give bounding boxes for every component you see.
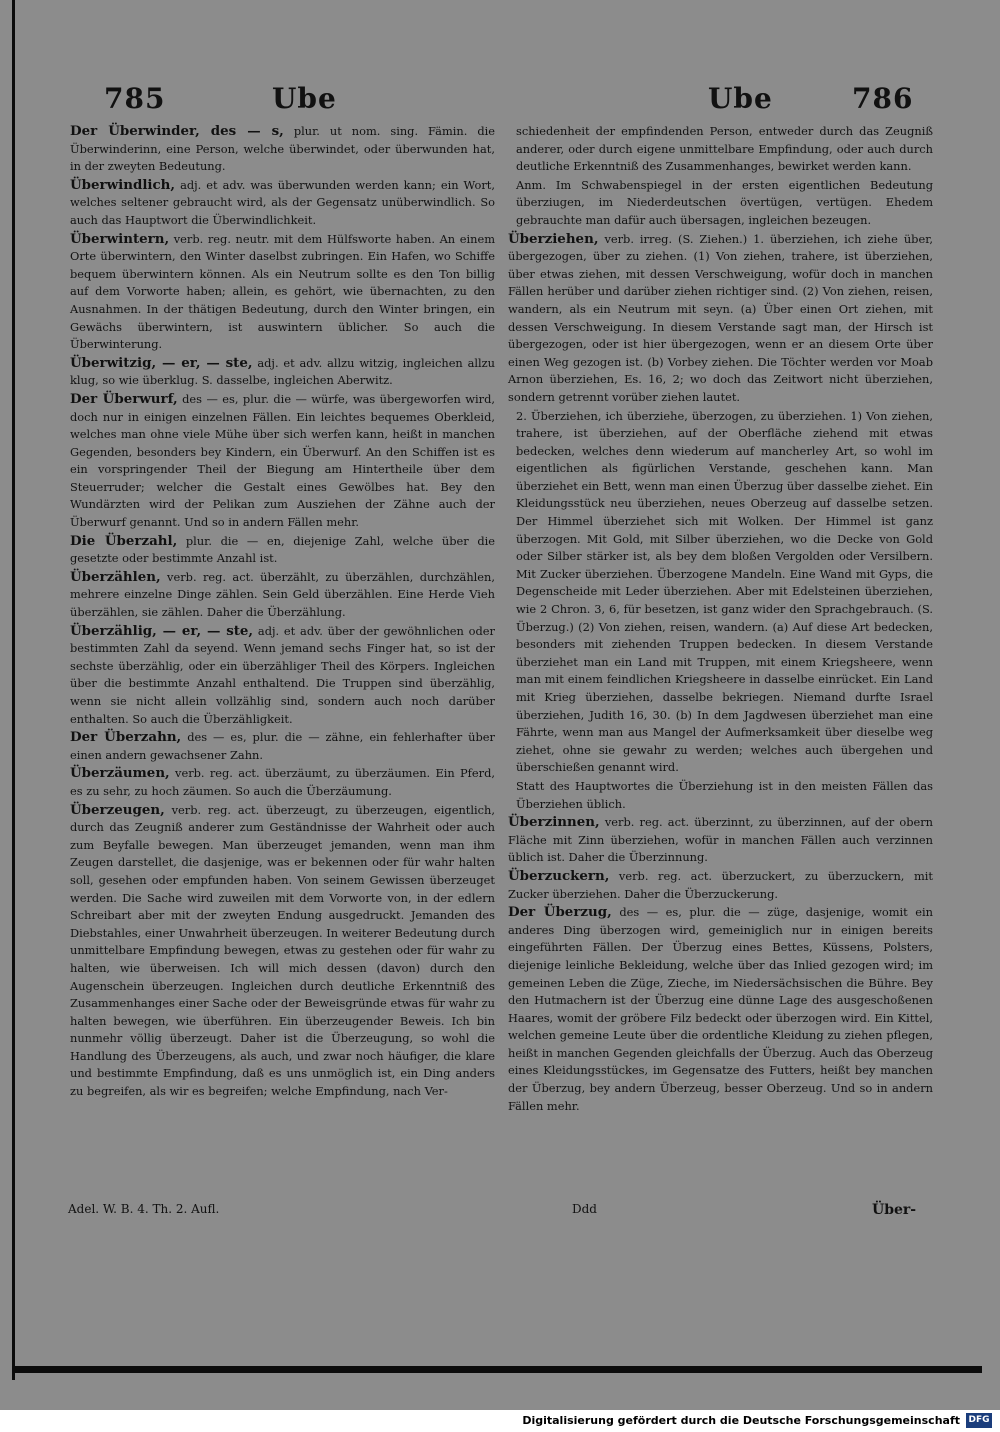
entry-headword: Der Überwinder, des — s, bbox=[70, 123, 284, 139]
dictionary-entry bbox=[508, 177, 933, 230]
signature-mark: Ddd bbox=[572, 1202, 597, 1216]
catchword: Über- bbox=[872, 1202, 917, 1218]
digitization-note: Digitalisierung gefördert durch die Deutsche Forschungsgemeinschaft bbox=[522, 1414, 960, 1427]
entry-text: adj. et adv. über der gewöhnlichen oder bestimmten Zahl da seyend. Wenn jemand sechs Finger hat, so ist der sechste überzählig, oder ein überzähliger Theil des Körpers. Ingleichen über die bestimmte Anzahl enthaltend. Die Truppen sind überzählig, wenn sie nicht allein vollzählig sind, sondern auch noch darüber enthalten. So auch die Überzähligkeit. bbox=[70, 623, 495, 726]
entry-text: plur. die — en, diejenige Zahl, welche über die gesetzte oder bestimmte Anzahl ist. bbox=[70, 533, 495, 566]
entry-headword: Der Überzug, bbox=[508, 904, 612, 921]
entry-headword: Die Überzahl, bbox=[70, 532, 178, 549]
entry-text: verb. reg. act. überzuckert, zu überzuckern, mit Zucker überziehen. Daher die Überzuckerung. bbox=[508, 868, 933, 901]
entry-text: verb. irreg. (S. Ziehen.) 1. überziehen, ich ziehe über, übergezogen, über zu ziehen. (1) Von ziehen, trahere, ist überziehen, über etwas ziehen, mit dessen Verschweigung, wofür doch in manchen Fällen herüber und darüber ziehen richtiger sind. (2) Von ziehen, reisen, wandern, als ein Neutrum mit seyn. (a) Über einen Ort ziehen, mit dessen Verschweigung. In diesem Verstande sagt man, der Hirsch ist übergezogen, oder ist hier übergezogen, wenn er an diesem Orte über einen Weg gezogen ist. (b) Vorbey ziehen. Die Töchter werden vor Moab Arnon überziehen, Es. 16, 2; wo doch das Zeitwort nicht überziehen, sondern getrennt vorüber ziehen lautet. bbox=[508, 231, 934, 404]
entry-text: Statt des Hauptwortes die Überziehung ist in den meisten Fällen das Überziehen üblich. bbox=[516, 778, 933, 811]
entry-text: 2. Überziehen, ich überziehe, überzogen, zu überziehen. 1) Von ziehen, trahere, ist überziehen, auf der Oberfläche ziehend mit etwas bedecken, welches denn wiederum auf mancherley Art, so wohl im eigentlichen als figürlichen Verstande, geschehen kann. Man überziehet ein Bett, wenn man einen Überzug über dasselbe ziehet. Ein Kleidungsstück neu überziehen, neues Oberzeug auf dasselbe setzen. Der Himmel überziehet sich mit Wolken. Der Himmel ist ganz überzogen. Mit Gold, mit Silber überziehen, wo die Decke von Gold oder Silber stärker ist, als bey dem bloßen Vergolden oder Versilbern. Mit Zucker überziehen. Überzogene Mandeln. Eine Wand mit Gyps, die Degenscheide mit Leder überziehen. Aber mit Edelsteinen überziehen, wie 2 Chron. 3, 6, für besetzen, ist ganz wider den Sprachgebrauch. (S. Überzug.) (2) Von ziehen, reisen, wandern. (a) Auf diese Art bedecken, besonders mit ziehenden Truppen bedecken. In diesem Verstande überziehet man ein Land mit Truppen, mit einem Kriegsheere, wenn man mit einem feindlichen Kriegsheere in dasselbe einrücket. Ein Land mit Krieg überziehen, dasselbe bekriegen. Niemand durfte Israel überziehen, Judith 16, 30. (b) In dem Jagdwesen überziehet man eine Fährte, wenn man aus Mangel der Aufmerksamkeit über dieselbe weg ziehet, ohne sie gewahr zu werden; welches auch übergehen und überschießen genannt wird. bbox=[516, 408, 933, 775]
dictionary-entry bbox=[70, 533, 495, 568]
dictionary-entry bbox=[70, 765, 495, 800]
entry-text: verb. reg. act. überzeugt, zu überzeugen, eigentlich, durch das Zeugniß anderer zum Geständnisse der Wahrheit oder auch zum Beyfalle bewegen. Man überzeuget jemanden, wenn man ihm Zeugen darstellet, die dasjenige, was er bekennen oder für wahr halten soll, gesehen oder empfunden haben. Von seinem Gewissen überzeuget werden. Die Sache wird zuweilen mit dem Vorworte von, in der edlern Schreibart aber mit der zweyten Endung ausgedruckt. Jemanden des Diebstahles, einer Unwahrheit überzeugen. In weiterer Bedeutung durch unmittelbare Empfindung bewegen, etwas zu gestehen oder für wahr zu halten, wie überweisen. Ich will mich dessen (davon) durch den Augenschein überzeugen. Ingleichen durch deutliche Erkenntniß des Zusammenhanges einer Sache oder der Beweisgründe etwas für wahr zu halten bewegen, wie überführen. Ein überzeugender Beweis. Ich bin nunmehr völlig überzeugt. Daher ist die Überzeugung, so wohl die Handlung des Überzeugens, als auch, und zwar noch häufiger, die klare und bestimmte Empfindung, daß es uns unmöglich ist, ein Ding anders zu begreifen, als wir es begreifen; welche Empfindung, nach Ver- bbox=[70, 802, 495, 1099]
left-running-head: Ube bbox=[272, 82, 337, 115]
entry-text: verb. reg. act. überzäumt, zu überzäumen. Ein Pferd, es zu sehr, zu hoch zäumen. So auch die Überzäumung. bbox=[70, 766, 496, 798]
dictionary-entry bbox=[508, 231, 933, 407]
dictionary-entry bbox=[70, 355, 495, 390]
entry-text: verb. reg. neutr. mit dem Hülfsworte haben. An einem Orte überwintern, den Winter daselbst zubringen. Ein Hafen, wo Schiffe bequem überwintern können. Als ein Neutrum sollte es den Ton billig auf dem Vorworte haben; allein, es gehört, wie übernachten, zu den Ausnahmen. In der thätigen Bedeutung, durch den Winter bringen, ein Gewächs überwintern, ist auswintern üblicher. So auch die Überwinterung. bbox=[70, 231, 495, 352]
digitization-footer bbox=[0, 1410, 1000, 1432]
entry-headword: Überzählen, bbox=[70, 568, 161, 585]
dictionary-entry bbox=[70, 729, 495, 764]
entry-headword: Überwindlich, bbox=[70, 176, 176, 193]
dictionary-entry bbox=[70, 123, 495, 176]
scan-border-left bbox=[12, 0, 15, 1380]
dictionary-entry bbox=[70, 177, 495, 230]
dictionary-entry bbox=[508, 778, 933, 813]
entry-headword: Überwitzig, — er, — ste, bbox=[70, 354, 253, 371]
right-running-head: Ube bbox=[708, 82, 773, 115]
entry-text: des — es, plur. die — züge, dasjenige, womit ein anderes Ding überzogen wird, gemeiniglich nur in einigen bereits eingeführten Fällen. Der Überzug eines Bettes, Küssens, Polsters, diejenige leinliche Bekleidung, welche über das Inlied gezogen wird; im gemeinen Leben die Züge, Zieche, im Niedersächsischen die Bühre. Bey den Hutmachern ist der Überzug eine dünne Lage des ausgeschoßenen Haares, womit der gröbere Filz bedeckt oder überzogen wird. Ein Kittel, welchen gemeine Leute über die ordentliche Kleidung zu ziehen pflegen, heißt in manchen Gegenden gleichfalls der Überzug. Auch das Oberzeug eines Kleidungsstückes, im Gegensatze des Futters, heißt bey manchen der Überzug, bey andern Überzeug, besser Oberzeug. Und so in andern Fällen mehr. bbox=[508, 905, 933, 1113]
entry-text: plur. ut nom. sing. Fämin. die Überwinderinn, eine Person, welche überwindet, oder überwunden hat, in der zweyten Bedeutung. bbox=[70, 124, 496, 174]
left-column bbox=[70, 123, 495, 1102]
entry-text: des — es, plur. die — zähne, ein fehlerhafter über einen andern gewachsener Zahn. bbox=[70, 730, 495, 762]
entry-text: schiedenheit der empfindenden Person, entweder durch das Zeugniß anderer, oder durch eigene unmittelbare Empfindung, oder auch durch deutliche Erkenntniß des Zusammenhanges, bewirket werden kann. bbox=[516, 124, 933, 174]
entry-text: verb. reg. act. überzählt, zu überzählen, durchzählen, mehrere einzelne Dinge zählen. Sein Geld überzählen. Eine Herde Vieh überzählen, sie zählen. Daher die Überzählung. bbox=[70, 569, 495, 620]
scan-border-bottom bbox=[12, 1366, 982, 1373]
dictionary-entry bbox=[508, 868, 933, 903]
entry-headword: Überzuckern, bbox=[508, 867, 610, 884]
entry-headword: Der Überzahn, bbox=[70, 729, 182, 746]
signature-line: Adel. W. B. 4. Th. 2. Aufl. bbox=[68, 1202, 220, 1216]
dictionary-entry bbox=[508, 408, 933, 777]
entry-text: adj. et adv. was überwunden werden kann; ein Wort, welches seltener gebraucht wird, als der Gegensatz unüberwindlich. So auch das Hauptwort die Überwindlichkeit. bbox=[70, 177, 495, 227]
entry-headword: Überzeugen, bbox=[70, 801, 165, 818]
entry-text: adj. et adv. allzu witzig, ingleichen allzu klug, so wie überklug. S. dasselbe, ingleichen Aberwitz. bbox=[70, 355, 495, 388]
right-column bbox=[508, 123, 933, 1116]
entry-headword: Der Überwurf, bbox=[70, 390, 178, 407]
dictionary-entry bbox=[508, 123, 933, 176]
right-page-number: 786 bbox=[852, 82, 914, 115]
dictionary-entry bbox=[70, 802, 495, 1101]
dictionary-entry bbox=[70, 391, 495, 532]
entry-headword: Überwintern, bbox=[70, 230, 170, 247]
entry-text: des — es, plur. die — würfe, was übergeworfen wird, doch nur in einigen einzelnen Fällen. Ein leichtes bequemes Oberkleid, welches man ohne viele Mühe über sich werfen kann, heißt in manchen Gegenden, besonders bey Kindern, ein Überwurf. An den Schiffen ist es ein vorspringender Theil der Biegung am Hintertheile über dem Steuerruder; welcher die Gestalt eines Gewölbes hat. Bey den Wundärzten wird der Pelikan zum Ausziehen der Zähne auch der Überwurf genannt. Und so in andern Fällen mehr. bbox=[70, 391, 495, 530]
dictionary-entry bbox=[70, 623, 495, 729]
entry-headword: Überziehen, bbox=[508, 230, 599, 247]
left-page-number: 785 bbox=[104, 82, 166, 115]
dictionary-entry bbox=[508, 814, 933, 867]
dictionary-entry bbox=[70, 569, 495, 622]
entry-headword: Überzählig, — er, — ste, bbox=[70, 622, 254, 639]
entry-headword: Überzinnen, bbox=[508, 814, 600, 831]
dfg-logo: DFG bbox=[966, 1413, 992, 1428]
entry-headword: Überzäumen, bbox=[70, 765, 170, 782]
dictionary-entry bbox=[70, 231, 495, 354]
dictionary-entry bbox=[508, 904, 933, 1115]
entry-text: verb. reg. act. überzinnt, zu überzinnen, auf der obern Fläche mit Zinn überziehen, wofür in manchen Fällen auch verzinnen üblich ist. Daher die Überzinnung. bbox=[508, 815, 934, 865]
entry-text: Anm. Im Schwabenspiegel in der ersten eigentlichen Bedeutung überziugen, im Niederdeutschen övertügen, vertügen. Ehedem gebrauchte man dafür auch übersagen, ingleichen bezeugen. bbox=[516, 177, 933, 227]
